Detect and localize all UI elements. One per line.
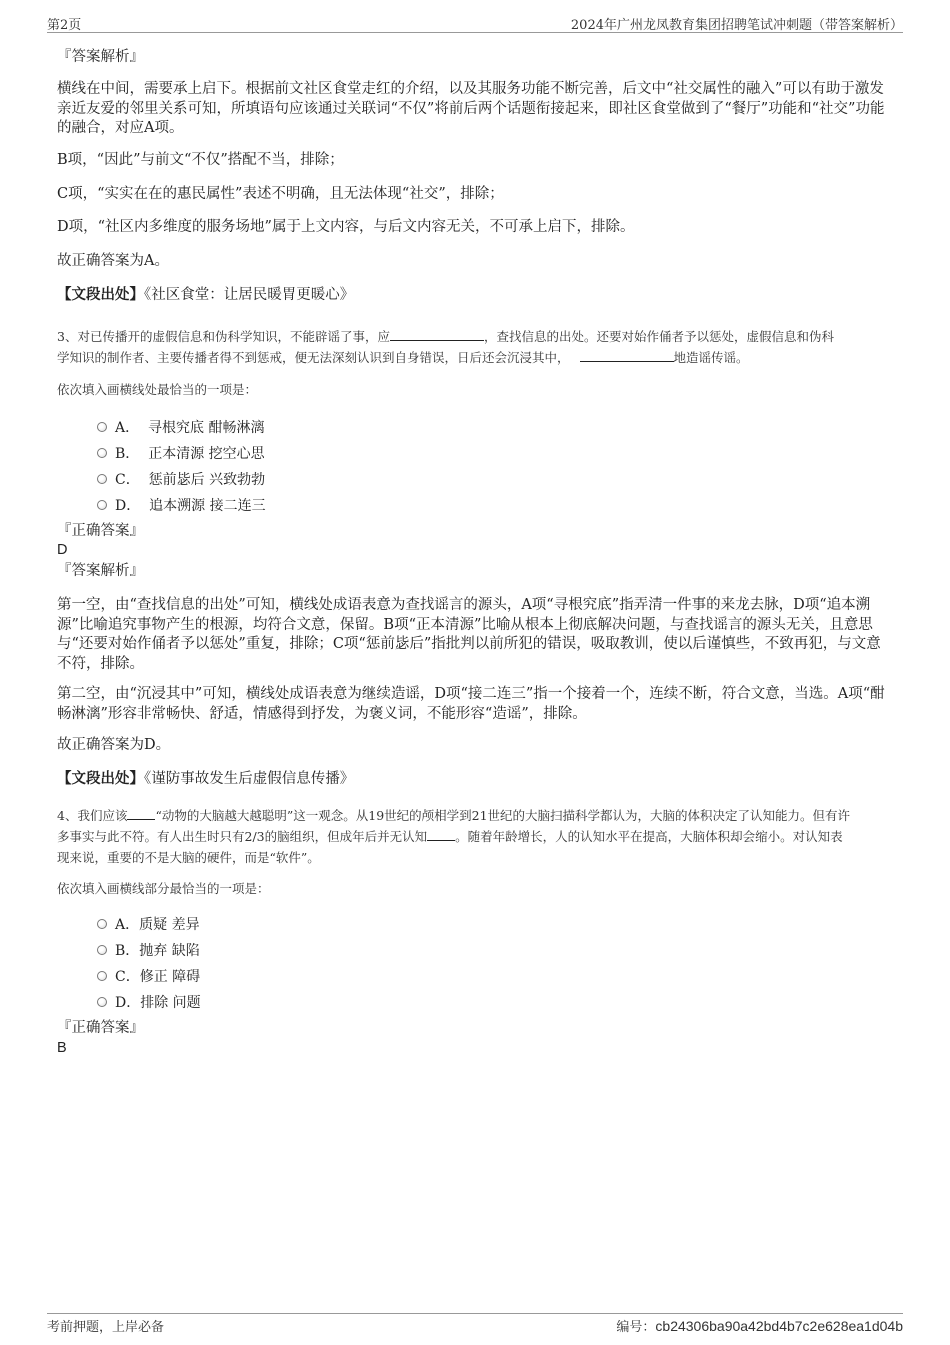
q4-option-c[interactable] xyxy=(97,966,200,984)
q3-stem xyxy=(57,326,890,368)
footer-code-value: cb24306ba90a42bd4b7c2e628ea1d04b xyxy=(655,1318,903,1334)
q2-source-title: 《社区食堂：让居民暖胃更暖心》 xyxy=(144,287,355,303)
q3-analysis-label: 『答案解析』 xyxy=(57,563,144,579)
q3-source xyxy=(57,769,890,790)
footer-slogan: 考前押题，上岸必备 xyxy=(47,1320,165,1335)
q4-option-a[interactable] xyxy=(97,914,200,932)
q4-option-d[interactable] xyxy=(97,992,201,1010)
page-footer xyxy=(47,1313,903,1336)
option-text: 修正 障碍 xyxy=(139,969,201,985)
radio-icon[interactable] xyxy=(97,422,107,432)
q3-source-title: 《谨防事故发生后虚假信息传播》 xyxy=(144,771,355,787)
q4-blank-2 xyxy=(427,826,455,841)
radio-icon[interactable] xyxy=(97,997,107,1007)
q3-option-d[interactable] xyxy=(97,495,266,513)
q3-prompt: 依次填入画横线处最恰当的一项是： xyxy=(57,382,258,397)
q4-answer-label: 『正确答案』 xyxy=(57,1020,144,1036)
q2-source-label: 【文段出处】 xyxy=(57,286,144,303)
option-letter: C． xyxy=(115,969,140,985)
option-text: 惩前毖后 兴致勃勃 xyxy=(148,472,266,488)
q3-stem-text-2: ，查找信息的出处。还要对始作俑者予以惩处，虚假信息和伪科 xyxy=(483,329,834,344)
q3-answer-label: 『正确答案』 xyxy=(57,523,144,539)
footer-code xyxy=(616,1316,903,1335)
q2-analysis-option-d: D项，“社区内多维度的服务场地”属于上文内容，与后文内容无关，不可承上启下，排除。 xyxy=(57,219,635,235)
q3-stem-text-4: 地造谣传谣。 xyxy=(673,350,749,365)
q2-analysis-option-b: B项，“因此”与前文“不仅”搭配不当，排除； xyxy=(57,152,344,168)
q4-stem-text-1: 4、我们应该 xyxy=(57,808,128,823)
option-letter: A． xyxy=(115,917,140,933)
q3-stem-text-3: 学知识的制作者、主要传播者得不到惩戒，便无法深刻认识到自身错误，日后还会沉浸其中， xyxy=(57,350,570,365)
q3-blank-1 xyxy=(390,326,484,341)
q4-stem-text-3: 多事实与此不符。有人出生时只有2/3的脑组织，但成年后并无认知 xyxy=(57,829,428,844)
radio-icon[interactable] xyxy=(97,500,107,510)
q2-analysis-para1: 横线在中间，需要承上启下。根据前文社区食堂走红的介绍，以及其服务功能不断完善，后文中“社交属性的融入”可以有助于激发亲近友爱的邻里关系可知，所填语句应该通过关联词“不仅”将前后两个话题衔接起来，即社区食堂做到了“餐厅”功能和“社交”功能的融合，对应A项。 xyxy=(57,81,885,136)
option-text: 寻根究底 酣畅淋漓 xyxy=(148,420,265,436)
document-title: 2024年广州龙凤教育集团招聘笔试冲刺题（带答案解析） xyxy=(570,18,903,33)
q4-blank-1 xyxy=(127,805,155,820)
option-text: 抛弃 缺陷 xyxy=(139,943,200,959)
q2-conclusion: 故正确答案为A。 xyxy=(57,253,169,269)
option-text: 质疑 差异 xyxy=(139,917,200,933)
q2-analysis-label: 『答案解析』 xyxy=(57,49,144,65)
q3-analysis-para2: 第二空，由“沉浸其中”可知，横线处成语表意为继续造谣，D项“接二连三”指一个接着一个，连续不断，符合文意，当选。A项“酣畅淋漓”形容非常畅快、舒适，情感得到抒发，为褒义词，不能形容“造谣”，排除。 xyxy=(57,686,885,722)
q4-option-b[interactable] xyxy=(97,940,200,958)
q3-option-c[interactable] xyxy=(97,469,265,487)
radio-icon[interactable] xyxy=(97,448,107,458)
option-text: 正本清源 挖空心思 xyxy=(148,446,265,462)
radio-icon[interactable] xyxy=(97,945,107,955)
q2-source xyxy=(57,285,890,306)
radio-icon[interactable] xyxy=(97,971,107,981)
page-number: 第2页 xyxy=(47,18,82,33)
option-letter: C． xyxy=(115,472,140,488)
q3-blank-2 xyxy=(580,347,674,362)
q2-analysis-option-c: C项，“实实在在的惠民属性”表述不明确，且无法体现“社交”，排除； xyxy=(57,186,504,202)
q4-answer: B xyxy=(57,1040,67,1056)
q3-source-label: 【文段出处】 xyxy=(57,770,144,787)
q4-stem-text-5: 现来说，重要的不是大脑的硬件，而是“软件”。 xyxy=(57,850,320,865)
q3-option-b[interactable] xyxy=(97,443,265,461)
page-header xyxy=(47,12,903,33)
q3-conclusion: 故正确答案为D。 xyxy=(57,737,171,753)
q4-stem-text-2: “动物的大脑越大越聪明”这一观念。从19世纪的颅相学到21世纪的大脑扫描科学都认为，大脑的体积决定了认知能力。但有许 xyxy=(155,808,851,823)
q3-answer: D xyxy=(57,542,68,558)
q3-option-a[interactable] xyxy=(97,417,264,435)
option-letter: B． xyxy=(115,446,140,462)
option-letter: A． xyxy=(115,420,140,436)
option-letter: D． xyxy=(115,498,141,514)
option-letter: D． xyxy=(115,995,141,1011)
q3-stem-text-1: 3、对已传播开的虚假信息和伪科学知识，不能辟谣了事，应 xyxy=(57,329,390,344)
option-letter: B． xyxy=(115,943,140,959)
footer-code-label: 编号： xyxy=(616,1320,656,1335)
q4-stem-text-4: 。随着年龄增长，人的认知水平在提高，大脑体积却会缩小。对认知表 xyxy=(455,829,843,844)
q4-stem xyxy=(57,805,890,868)
q3-analysis-para1: 第一空，由“查找信息的出处”可知，横线处成语表意为查找谣言的源头，A项“寻根究底”指弄清一件事的来龙去脉，D项“追本溯源”比喻追究事物产生的根源，均符合文意，保留。B项“正本清源”比喻从根本上彻底解决问题，与查找谣言的源头无关，且意思与“还要对始作俑者予以惩处”重复，排除；C项“惩前毖后”指批判以前所犯的错误，吸取教训，使以后谨慎些，不致再犯，与文意不符，排除。 xyxy=(57,597,881,672)
option-text: 排除 问题 xyxy=(140,995,201,1011)
q4-prompt: 依次填入画横线部分最恰当的一项是： xyxy=(57,881,270,896)
option-text: 追本溯源 接二连三 xyxy=(149,498,266,514)
radio-icon[interactable] xyxy=(97,474,107,484)
radio-icon[interactable] xyxy=(97,919,107,929)
